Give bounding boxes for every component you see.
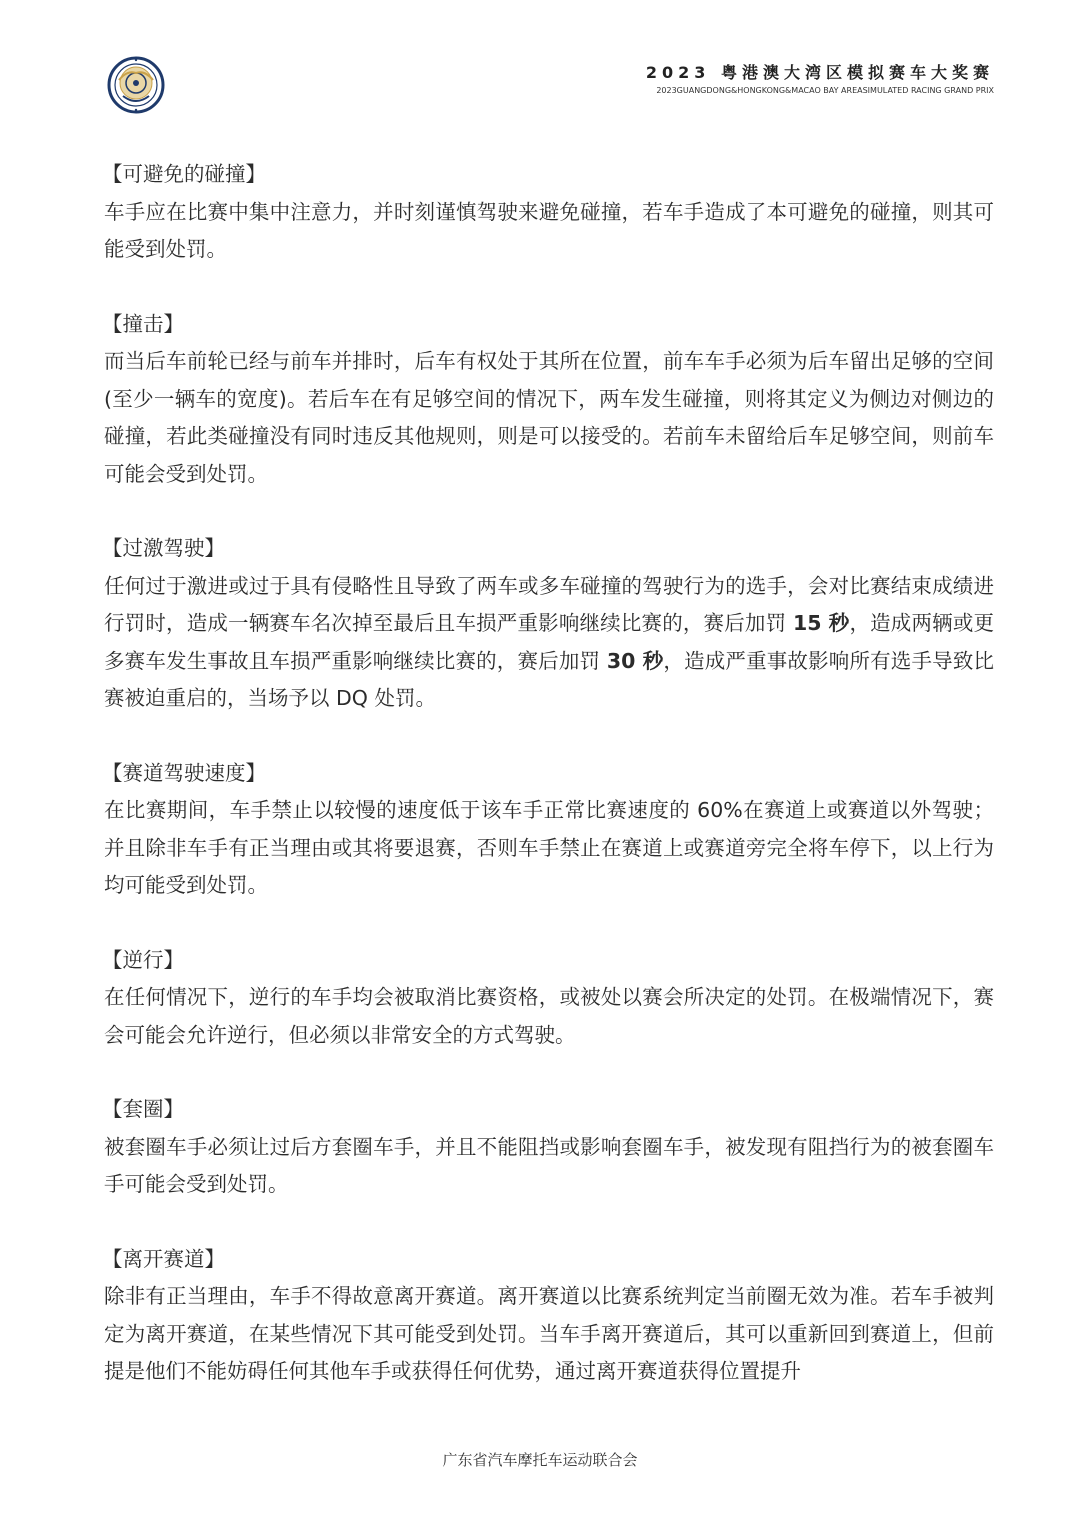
section-track-speed bbox=[104, 755, 994, 905]
section-text: 而当后车前轮已经与前车并排时，后车有权处于其所在位置，前车车手必须为后车留出足够的空间(至少一辆车的宽度)。若后车在有足够空间的情况下，两车发生碰撞，则将其定义为侧边对侧边的碰撞，若此类碰撞没有同时违反其他规则，则是可以接受的。若前车未留给后车足够空间，则前车可能会受到处罚。 bbox=[104, 349, 994, 486]
text-part: 任何过于激进或过于具有侵略性且导致了两车或多车碰撞的驾驶行为的选手，会对比赛结束成绩进行罚时，造成一辆赛车名次掉至最后且车损严重影响继续比赛的，赛后加罚 bbox=[104, 573, 994, 635]
section-heading: 【离开赛道】 bbox=[102, 1246, 225, 1271]
event-title-en: 2023GUANGDONG&HONGKONG&MACAO BAY AREASIMULATED RACING GRAND PRIX bbox=[656, 86, 994, 95]
section-text bbox=[104, 568, 994, 718]
penalty-30s: 30 秒 bbox=[606, 648, 664, 673]
section-text: 除非有正当理由，车手不得故意离开赛道。离开赛道以比赛系统判定当前圈无效为准。若车手被判定为离开赛道，在某些情况下其可能受到处罚。当车手离开赛道后，其可以重新回到赛道上，但前提是他们不能妨碍任何其他车手或获得任何优势，通过离开赛道获得位置提升 bbox=[104, 1284, 994, 1383]
section-heading: 【过激驾驶】 bbox=[102, 536, 225, 560]
section-heading: 【逆行】 bbox=[102, 947, 184, 972]
section-heading: 【赛道驾驶速度】 bbox=[102, 760, 266, 785]
section-lapping bbox=[104, 1091, 994, 1204]
section-avoidable-collision bbox=[104, 156, 994, 269]
federation-logo bbox=[107, 56, 165, 114]
rules-content bbox=[104, 156, 994, 1428]
section-text: 被套圈车手必须让过后方套圈车手，并且不能阻挡或影响套圈车手，被发现有阻挡行为的被套圈车手可能会受到处罚。 bbox=[104, 1134, 994, 1196]
section-wrong-way bbox=[104, 942, 994, 1055]
text-part: ，造成两辆或更多赛车发生事故且车损严重影响继续比赛的，赛后加罚 bbox=[104, 611, 994, 673]
section-text: 在任何情况下，逆行的车手均会被取消比赛资格，或被处以赛会所决定的处罚。在极端情况下，赛会可能会允许逆行，但必须以非常安全的方式驾驶。 bbox=[104, 985, 994, 1047]
section-text: 在比赛期间，车手禁止以较慢的速度低于该车手正常比赛速度的 60%在赛道上或赛道以外驾驶；并且除非车手有正当理由或其将要退赛，否则车手禁止在赛道上或赛道旁完全将车停下，以上行为均可能受到处罚。 bbox=[104, 798, 994, 897]
event-title-cn: 2023 粤港澳大湾区模拟赛车大奖赛 bbox=[645, 63, 994, 82]
footer-organization: 广东省汽车摩托车运动联合会 bbox=[442, 1451, 638, 1469]
section-heading: 【套圈】 bbox=[102, 1097, 184, 1121]
penalty-15s: 15 秒 bbox=[792, 611, 850, 635]
text-part: ，造成严重事故影响所有选手导致比赛被迫重启的，当场予以 DQ 处罚。 bbox=[104, 648, 995, 710]
section-heading: 【撞击】 bbox=[102, 311, 184, 336]
section-leaving-track bbox=[104, 1241, 994, 1391]
section-aggressive-driving bbox=[104, 530, 994, 718]
section-impact bbox=[104, 306, 994, 494]
section-heading: 【可避免的碰撞】 bbox=[102, 162, 266, 186]
section-text: 车手应在比赛中集中注意力，并时刻谨慎驾驶来避免碰撞，若车手造成了本可避免的碰撞，则其可能受到处罚。 bbox=[104, 199, 994, 261]
